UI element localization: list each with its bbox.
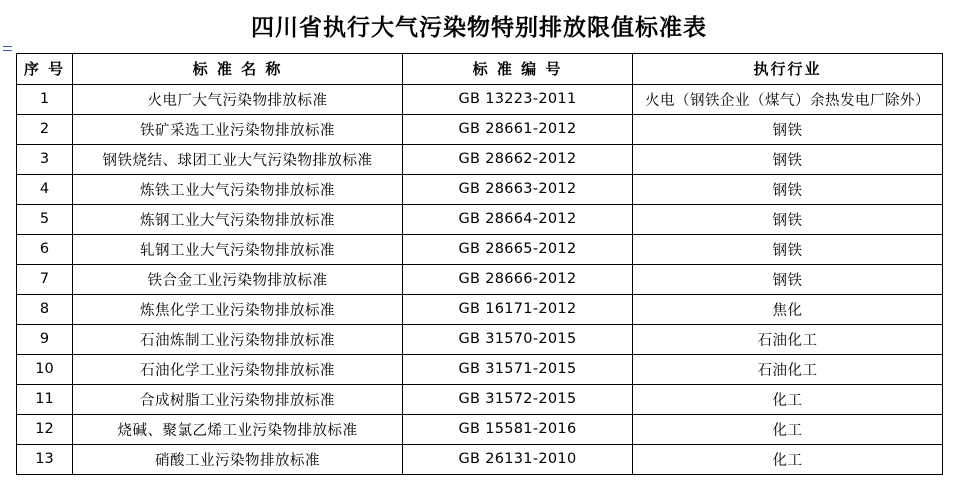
cell-standard-name: 炼焦化学工业污染物排放标准	[73, 294, 403, 324]
cell-standard-code: GB 31572-2015	[403, 384, 633, 414]
table-row	[17, 84, 943, 114]
table-row	[17, 144, 943, 174]
cell-standard-name: 铁矿采选工业污染物排放标准	[73, 114, 403, 144]
cell-standard-code: GB 28662-2012	[403, 144, 633, 174]
column-header-standard-name: 标 准 名 称	[73, 53, 403, 84]
cell-seq: 5	[17, 204, 73, 234]
cell-standard-name: 钢铁烧结、球团工业大气污染物排放标准	[73, 144, 403, 174]
cell-industry: 化工	[633, 444, 943, 474]
cell-standard-code: GB 31570-2015	[403, 324, 633, 354]
cell-industry: 化工	[633, 384, 943, 414]
cell-industry: 钢铁	[633, 234, 943, 264]
cell-industry: 钢铁	[633, 204, 943, 234]
cell-seq: 7	[17, 264, 73, 294]
cell-seq: 9	[17, 324, 73, 354]
cell-seq: 8	[17, 294, 73, 324]
cell-standard-name: 铁合金工业污染物排放标准	[73, 264, 403, 294]
cell-standard-code: GB 16171-2012	[403, 294, 633, 324]
cell-standard-code: GB 28666-2012	[403, 264, 633, 294]
cell-standard-name: 石油化学工业污染物排放标准	[73, 354, 403, 384]
cell-seq: 10	[17, 354, 73, 384]
table-row	[17, 294, 943, 324]
table-row	[17, 114, 943, 144]
cell-standard-name: 硝酸工业污染物排放标准	[73, 444, 403, 474]
cell-seq: 4	[17, 174, 73, 204]
cell-standard-name: 烧碱、聚氯乙烯工业污染物排放标准	[73, 414, 403, 444]
cell-standard-name: 石油炼制工业污染物排放标准	[73, 324, 403, 354]
cell-seq: 11	[17, 384, 73, 414]
table-header-row	[17, 53, 943, 84]
cell-standard-code: GB 28663-2012	[403, 174, 633, 204]
cell-industry: 钢铁	[633, 114, 943, 144]
cell-industry: 钢铁	[633, 174, 943, 204]
table-row	[17, 414, 943, 444]
table-row	[17, 444, 943, 474]
table-row	[17, 234, 943, 264]
column-header-standard-code: 标 准 编 号	[403, 53, 633, 84]
cell-standard-name: 炼铁工业大气污染物排放标准	[73, 174, 403, 204]
table-row	[17, 174, 943, 204]
cell-standard-code: GB 28665-2012	[403, 234, 633, 264]
cell-standard-name: 轧钢工业大气污染物排放标准	[73, 234, 403, 264]
cell-industry: 焦化	[633, 294, 943, 324]
table-row	[17, 204, 943, 234]
cell-standard-code: GB 13223-2011	[403, 84, 633, 114]
cell-standard-code: GB 28664-2012	[403, 204, 633, 234]
cell-seq: 13	[17, 444, 73, 474]
cell-standard-code: GB 26131-2010	[403, 444, 633, 474]
standards-table-container	[16, 53, 942, 475]
cell-seq: 3	[17, 144, 73, 174]
standards-table	[16, 53, 943, 475]
cell-seq: 1	[17, 84, 73, 114]
table-row	[17, 324, 943, 354]
table-row	[17, 264, 943, 294]
cell-seq: 6	[17, 234, 73, 264]
column-header-industry: 执行行业	[633, 53, 943, 84]
cell-seq: 2	[17, 114, 73, 144]
cell-industry: 火电（钢铁企业（煤气）余热发电厂除外）	[633, 84, 943, 114]
table-row	[17, 384, 943, 414]
cell-industry: 石油化工	[633, 324, 943, 354]
table-row	[17, 354, 943, 384]
cell-standard-code: GB 31571-2015	[403, 354, 633, 384]
cell-standard-code: GB 28661-2012	[403, 114, 633, 144]
column-header-seq: 序 号	[17, 53, 73, 84]
margin-marker-icon	[2, 44, 14, 56]
cell-industry: 钢铁	[633, 144, 943, 174]
cell-standard-name: 炼钢工业大气污染物排放标准	[73, 204, 403, 234]
cell-industry: 石油化工	[633, 354, 943, 384]
cell-seq: 12	[17, 414, 73, 444]
cell-standard-code: GB 15581-2016	[403, 414, 633, 444]
cell-industry: 化工	[633, 414, 943, 444]
page-title: 四川省执行大气污染物特别排放限值标准表	[251, 15, 707, 41]
cell-standard-name: 合成树脂工业污染物排放标准	[73, 384, 403, 414]
cell-standard-name: 火电厂大气污染物排放标准	[73, 84, 403, 114]
cell-industry: 钢铁	[633, 264, 943, 294]
